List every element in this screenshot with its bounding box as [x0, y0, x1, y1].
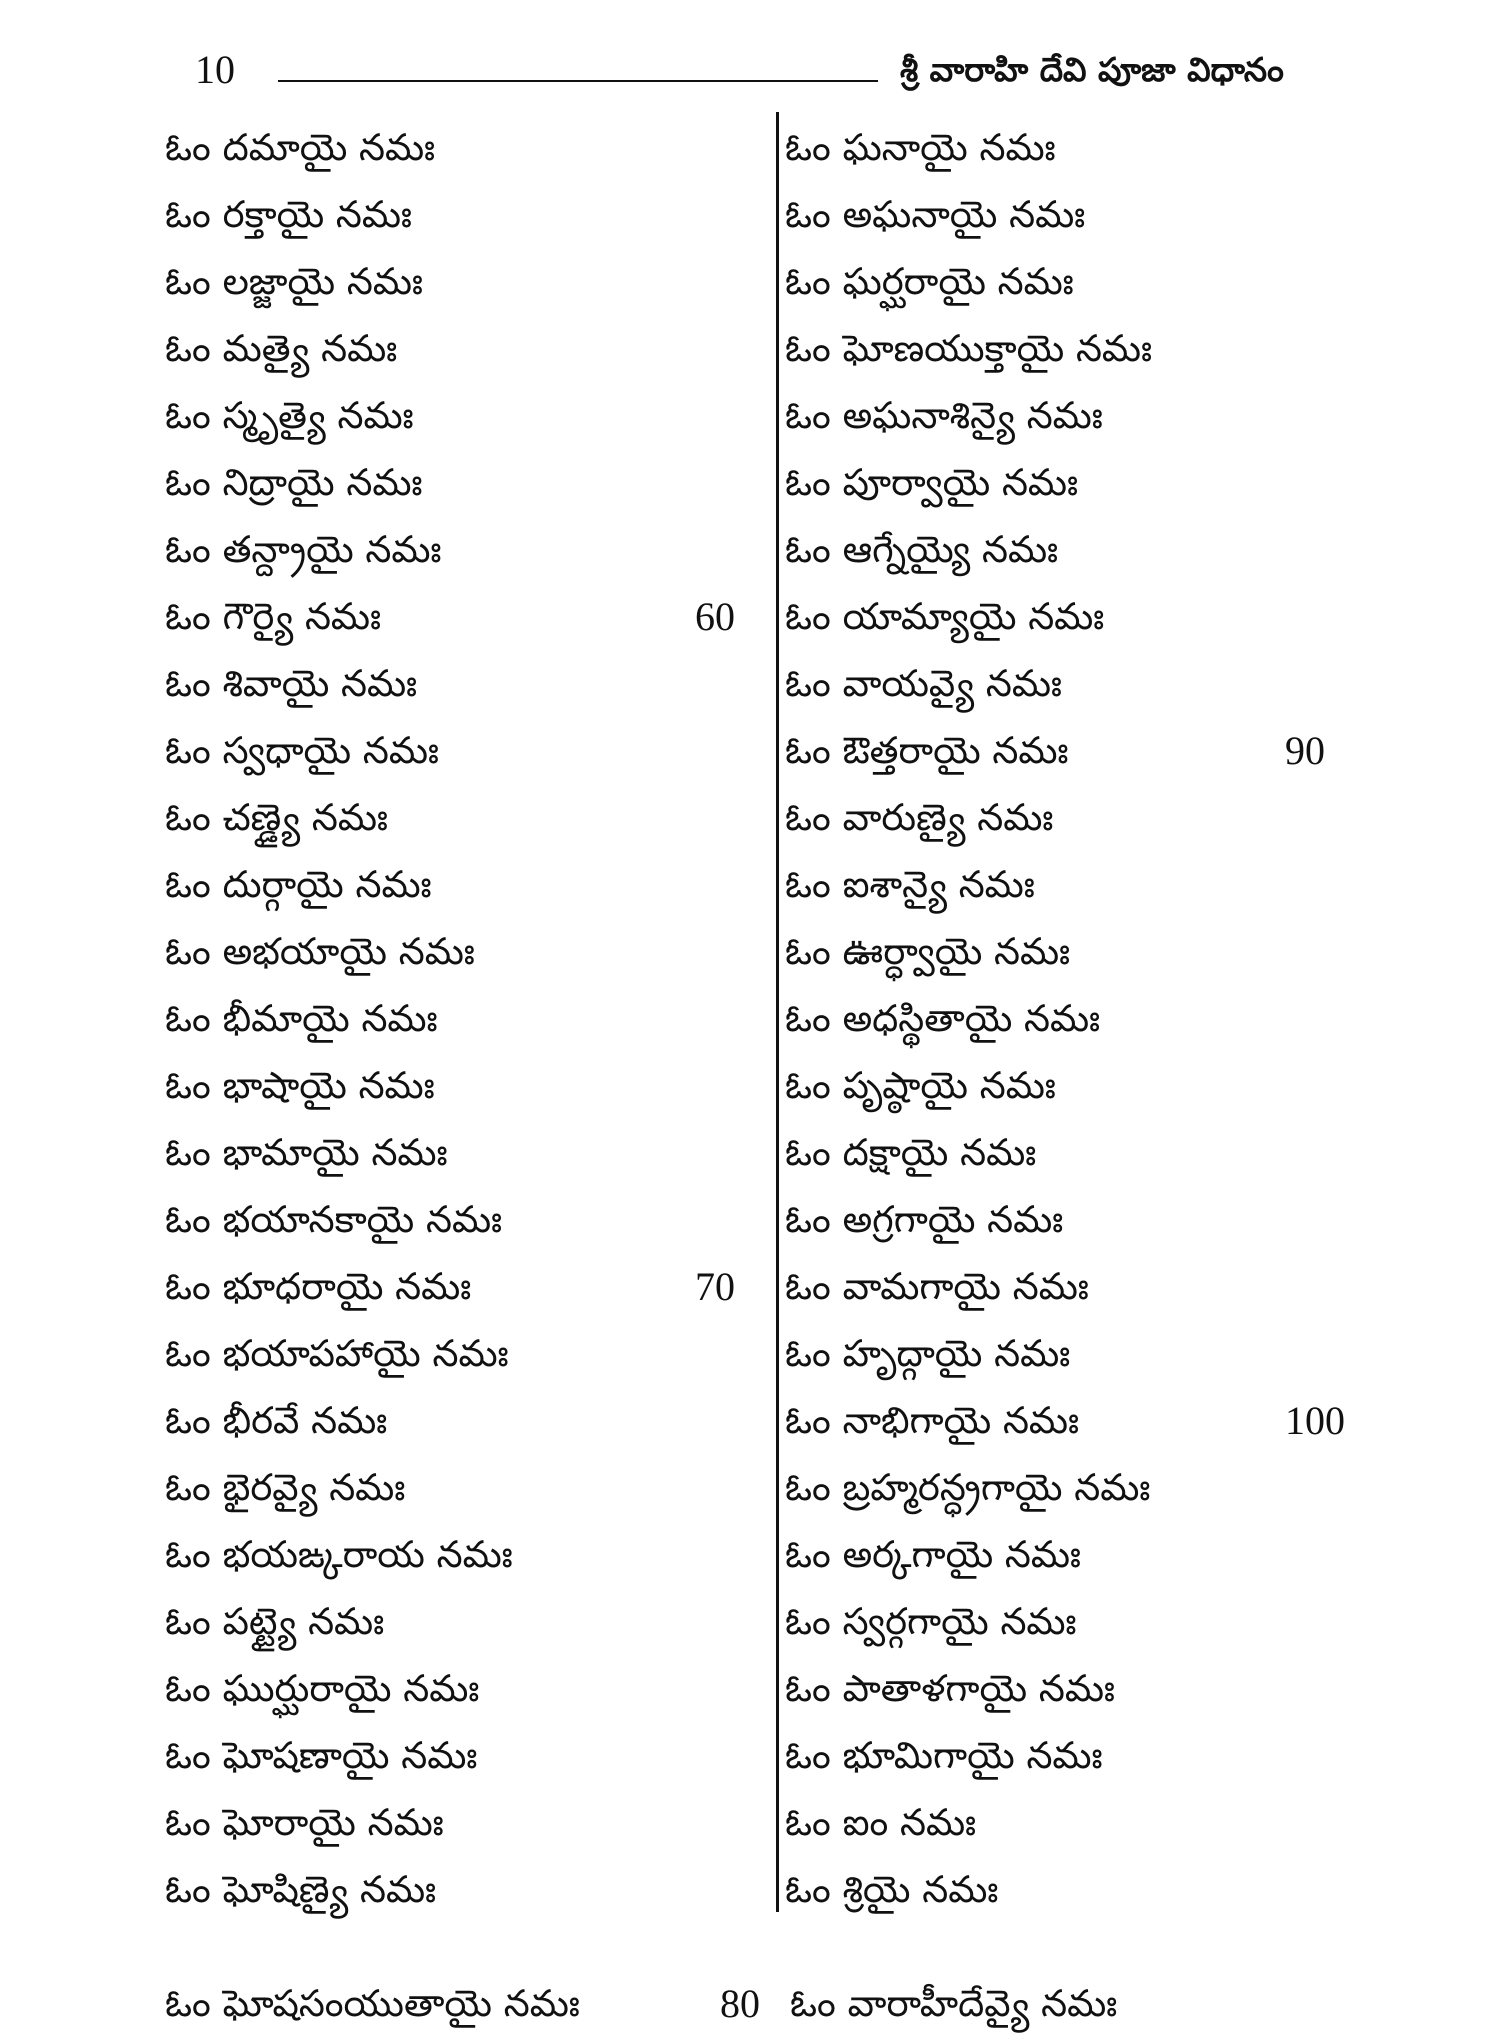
- mantra-text: ఓం భూమిగాయై నమః: [785, 1734, 1103, 1777]
- mantra-line: [165, 851, 765, 918]
- mantra-text: ఓం ఘోణయుక్తాయై నమః: [785, 327, 1153, 370]
- mantra-text: ఓం ఘుర్ఘురాయై నమః: [165, 1667, 480, 1710]
- mantra-line: [165, 1387, 765, 1454]
- mantra-line: [165, 1186, 765, 1253]
- mantra-text: ఓం ఘర్ఘరాయై నమః: [785, 260, 1074, 303]
- mantra-line: [165, 1119, 765, 1186]
- mantra-text: ఓం పాతాళగాయై నమః: [785, 1667, 1115, 1710]
- mantra-text: ఓం నాభిగాయై నమః: [785, 1399, 1080, 1442]
- mantra-text: ఓం చణ్డ్యై నమః: [165, 796, 388, 839]
- mantra-text: ఓం ఘోషణాయై నమః: [165, 1734, 478, 1777]
- mantra-line: [165, 1253, 765, 1320]
- mantra-count-number: 100: [1285, 1398, 1345, 1443]
- mantra-line: [785, 1722, 1365, 1789]
- mantra-text: ఓం అఘనాశిన్యై నమః: [785, 394, 1103, 437]
- mantra-text: ఓం దుర్గాయై నమః: [165, 863, 432, 906]
- mantra-line: [165, 1052, 765, 1119]
- mantra-text: ఓం అర్కగాయై నమః: [785, 1533, 1081, 1576]
- mantra-line: [785, 382, 1365, 449]
- mantra-text: ఓం అఘనాయై నమః: [785, 193, 1086, 236]
- mantra-line: [165, 717, 765, 784]
- mantra-line: [785, 1521, 1365, 1588]
- mantra-line: [165, 784, 765, 851]
- mantra-text: ఓం స్వర్గగాయై నమః: [785, 1600, 1077, 1643]
- mantra-count-number: 70: [695, 1264, 735, 1309]
- mantra-text: ఓం హృద్గాయై నమః: [785, 1332, 1071, 1375]
- mantra-text: ఓం భయాపహాయై నమః: [165, 1332, 509, 1375]
- mantra-line: [165, 1521, 765, 1588]
- mantra-line: [785, 1320, 1365, 1387]
- mantra-count-number: 90: [1285, 728, 1325, 773]
- mantra-line: [785, 1052, 1365, 1119]
- mantra-text: ఓం భాషాయై నమః: [165, 1064, 435, 1107]
- mantra-text: ఓం ఘోషిణ్యై నమః: [165, 1868, 437, 1911]
- mantra-text: ఓం వారుణ్యై నమః: [785, 796, 1054, 839]
- mantra-line: [165, 248, 765, 315]
- mantra-line: [785, 181, 1365, 248]
- mantra-text: ఓం అభయాయై నమః: [165, 930, 475, 973]
- mantra-line: [785, 583, 1365, 650]
- mantra-line: [165, 181, 765, 248]
- mantra-text: ఓం వాయవ్యై నమః: [785, 662, 1062, 705]
- mantra-line: [785, 784, 1365, 851]
- mantra-line: [165, 114, 765, 181]
- mantra-text: ఓం భైరవ్యై నమః: [165, 1466, 406, 1509]
- mantra-line: [165, 1722, 765, 1789]
- mantra-line: [785, 851, 1365, 918]
- page-header: [0, 0, 1500, 110]
- mantra-text: ఓం లజ్జాయై నమః: [165, 260, 423, 303]
- mantra-line: [785, 1387, 1365, 1454]
- mantra-line: [165, 650, 765, 717]
- mantra-text: ఓం ఐం నమః: [785, 1801, 977, 1844]
- mantra-text: ఓం ఐశాన్యై నమః: [785, 863, 1035, 906]
- mantra-text: ఓం భీమాయై నమః: [165, 997, 438, 1040]
- mantra-line: [165, 1454, 765, 1521]
- mantra-line: [785, 516, 1365, 583]
- mantra-text: ఓం గౌర్యై నమః: [165, 595, 382, 638]
- mantra-line: [165, 1588, 765, 1655]
- mantra-line: [165, 1856, 765, 1923]
- mantra-text: ఓం స్వధాయై నమః: [165, 729, 439, 772]
- mantra-text: ఓం స్మృత్యై నమః: [165, 394, 414, 437]
- mantra-text: ఓం అధస్థితాయై నమః: [785, 997, 1101, 1040]
- page-number: 10: [195, 47, 235, 92]
- final-row: [165, 1970, 1365, 2037]
- mantra-text: ఓం భూధరాయై నమః: [165, 1265, 472, 1308]
- mantra-line: [165, 1789, 765, 1856]
- mantra-line: [785, 1119, 1365, 1186]
- mantra-line: [785, 1789, 1365, 1856]
- mantra-line: [785, 985, 1365, 1052]
- mantra-text: ఓం వామగాయై నమః: [785, 1265, 1089, 1308]
- mantra-text: ఓం భయఙ్కరాయ నమః: [165, 1533, 513, 1576]
- mantra-text: ఓం నిద్రాయై నమః: [165, 461, 423, 504]
- mantra-text: ఓం రక్తాయై నమః: [165, 193, 413, 236]
- mantra-line: [785, 1454, 1365, 1521]
- mantra-line: [785, 1655, 1365, 1722]
- mantra-text: ఓం ఔత్తరాయై నమః: [785, 729, 1069, 772]
- mantra-count-number: 60: [695, 594, 735, 639]
- mantra-line: [165, 516, 765, 583]
- mantra-line: [165, 583, 765, 650]
- mantra-text: ఓం ఘోరాయై నమః: [165, 1801, 444, 1844]
- mantra-text: ఓం పృష్ఠాయై నమః: [785, 1064, 1056, 1107]
- mantra-line: [785, 717, 1365, 784]
- mantra-text: ఓం ఊర్ధ్వాయై నమః: [785, 930, 1071, 973]
- mantra-text: ఓం దక్షాయై నమః: [785, 1131, 1037, 1174]
- mantra-line: [785, 114, 1365, 181]
- mantra-line: [785, 650, 1365, 717]
- final-row-number: 80: [720, 1981, 760, 2026]
- mantra-text: ఓం దమాయై నమః: [165, 126, 436, 169]
- header-rule: [278, 80, 878, 82]
- final-row-right-text: ఓం వారాహీదేవ్యై నమః: [790, 1982, 1118, 2025]
- mantra-line: [785, 315, 1365, 382]
- mantra-line: [165, 1320, 765, 1387]
- mantra-line: [165, 315, 765, 382]
- mantra-line: [165, 985, 765, 1052]
- mantra-text: ఓం భయానకాయై నమః: [165, 1198, 503, 1241]
- book-title: శ్రీ వారాహి దేవి పూజా విధానం: [900, 50, 1284, 89]
- mantra-line: [785, 1588, 1365, 1655]
- mantra-text: ఓం భామాయై నమః: [165, 1131, 448, 1174]
- mantra-line: [785, 449, 1365, 516]
- column-divider: [776, 112, 779, 1912]
- right-column: [785, 114, 1365, 1923]
- mantra-line: [785, 1856, 1365, 1923]
- left-column: [165, 114, 765, 1923]
- mantra-line: [165, 1655, 765, 1722]
- mantra-line: [165, 449, 765, 516]
- mantra-line: [785, 1253, 1365, 1320]
- mantra-text: ఓం యామ్యాయై నమః: [785, 595, 1105, 638]
- mantra-text: ఓం బ్రహ్మరన్ధ్రగాయై నమః: [785, 1466, 1151, 1509]
- mantra-line: [785, 248, 1365, 315]
- mantra-text: ఓం అగ్రగాయై నమః: [785, 1198, 1064, 1241]
- mantra-text: ఓం శ్రియై నమః: [785, 1868, 999, 1911]
- final-row-left-text: ఓం ఘోషసంయుతాయై నమః: [165, 1982, 580, 2025]
- mantra-text: ఓం పట్ట్యై నమః: [165, 1600, 385, 1643]
- mantra-line: [785, 918, 1365, 985]
- mantra-text: ఓం భీరవే నమః: [165, 1399, 388, 1442]
- mantra-line: [165, 382, 765, 449]
- mantra-line: [165, 918, 765, 985]
- mantra-text: ఓం ఆగ్నేయ్యై నమః: [785, 528, 1059, 571]
- mantra-line: [785, 1186, 1365, 1253]
- mantra-text: ఓం ఘనాయై నమః: [785, 126, 1056, 169]
- mantra-text: ఓం శివాయై నమః: [165, 662, 418, 705]
- mantra-text: ఓం పూర్వాయై నమః: [785, 461, 1079, 504]
- mantra-text: ఓం మత్యై నమః: [165, 327, 398, 370]
- mantra-text: ఓం తన్ద్రాయై నమః: [165, 528, 442, 571]
